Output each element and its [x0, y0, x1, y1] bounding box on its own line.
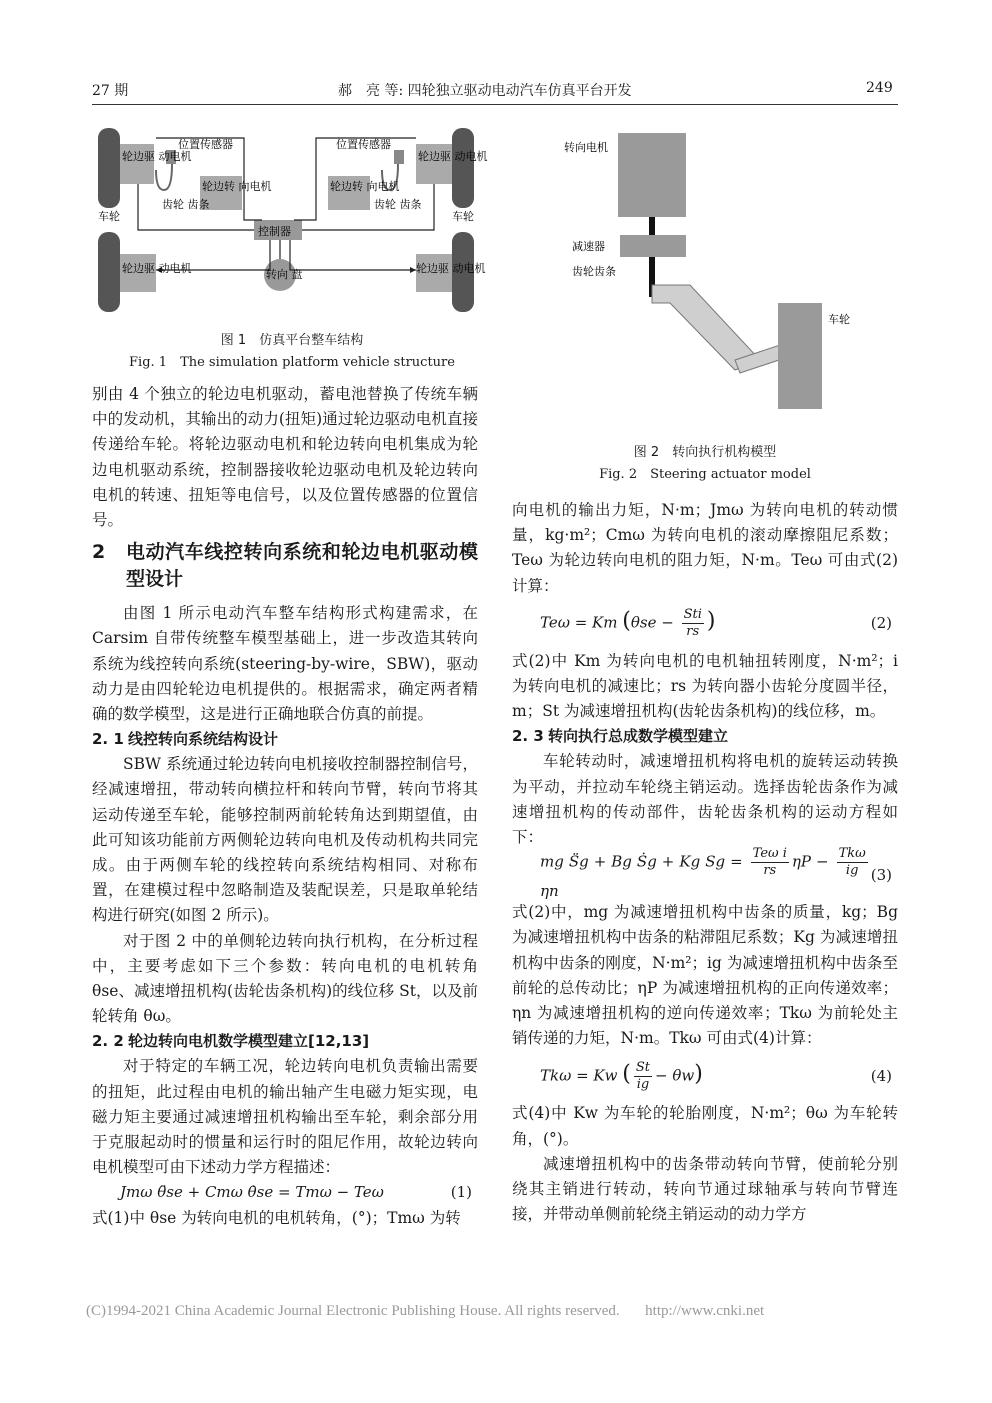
label-hub-drive-motor-tl: 轮边驱 动电机	[122, 150, 192, 163]
equation-3-tail: ηn	[540, 882, 559, 901]
label-steering-wheel: 转向 盘	[266, 268, 303, 281]
paragraph-right-cont: 向电机的输出力矩，N·m；Jmω 为转向电机的转动惯量，kg·m²；Cmω 为转向电机的滚动摩擦阻尼系数；Teω 为轮边转向电机的阻力矩，N·m。Teω 可由式(2)计算：	[512, 501, 898, 595]
equation-1-body: Jmω θ̈se + Cmω θ̇se = Tmω − Teω	[120, 1183, 384, 1202]
paragraph-last: 减速增扭机构中的齿条带动转向节臂，使前轮分别绕其主销进行转动，转向节通过球轴承与转向节臂连接，并带动单侧前轮绕主销运动的动力学方	[512, 1154, 898, 1224]
paragraph-section-2-2: 对于特定的车辆工况，轮边转向电机负责输出需要的扭矩，此过程由电机的输出轴产生电磁力矩实现，电磁力矩主要通过减速增扭机构输出至车轮，剩余部分用于克服起动时的惯量和运行时的阻尼作用，故轮边转向电机模型可由下述动力学方程描述：	[92, 1057, 478, 1177]
label-hub-steer-motor-l: 轮边转 向电机	[202, 180, 272, 193]
issue-number: 27 期	[92, 83, 129, 99]
equation-4-lhs: Tkω = Kw	[540, 1066, 618, 1085]
footer-url[interactable]: http://www.cnki.net	[645, 1303, 765, 1319]
label-wheel-r: 车轮	[452, 210, 474, 223]
equation-4-number: (4)	[870, 1066, 892, 1085]
paragraph-eq3: 式(2)中，mg 为减速增扭机构中齿条的质量，kg；Bg 为减速增扭机构中齿条的粘滞阻尼系数；Kg 为减速增扭机构中齿条的刚度，N·m²；ig 为减速增扭机构中齿条至前轮的总传动比；ηP 为减速增扭机构的正向传递效率；ηn 为减速增扭机构的逆向传递效率；Tkω 为前轮处主销传递的力矩，N·m。Tkω 可由式(4)计算：	[512, 903, 898, 1048]
wheel-block	[778, 303, 822, 409]
figure-1-diagram	[94, 120, 490, 320]
paragraph-section-2-1b: 对于图 2 中的单侧轮边转向执行机构，在分析过程中，主要考虑如下三个参数：转向电机的电机转角 θse、减速增扭机构(齿轮齿条机构)的线位移 St，以及前轮转角 θω。	[92, 931, 478, 1026]
equation-2: Teω = Km (θse − $\frac{\text{Sti}}{rs}$ ) (2)	[540, 607, 892, 640]
section-2-1-title: 线控转向系统结构设计	[128, 730, 279, 749]
equation-4-tail: − θw	[655, 1066, 695, 1085]
section-2-3-heading	[512, 724, 898, 749]
paragraph-section-2-1a: SBW 系统通过轮边转向电机接收控制器控制信号，经减速增扭，带动转向横拉杆和转向节臂，转向节将其运动传递至车轮，能够控制两前轮转角达到期望值，由此可知该功能前方两侧轮边转向电机及传动机构共同完成。由于两侧车轮的线控转向系统结构相同、对称布置，在建模过程中忽略制造及装配误差，只是取单轮结构进行研究(如图 2 所示)。	[92, 755, 478, 925]
section-2-3-number: 2. 3	[512, 727, 544, 746]
label-wheel: 车轮	[828, 313, 850, 326]
wheel-bottom-left	[98, 232, 120, 312]
equation-3-fraction-1: $\frac{\text{Teω i}}{rs}$	[752, 846, 787, 879]
figure-2-diagram	[560, 125, 880, 425]
label-rack-l: 齿轮 齿条	[162, 198, 210, 211]
equation-3-fraction-2: $\frac{\text{Tkω}}{ig}$	[838, 846, 866, 879]
section-2-3-title: 转向执行总成数学模型建立	[548, 727, 729, 746]
label-rack-gear: 齿轮齿条	[572, 265, 616, 278]
header-rule	[92, 104, 898, 105]
equation-2-lhs: Teω = Km	[540, 613, 618, 632]
figure-1-caption-cn: 图 1 仿真平台整车结构	[220, 333, 364, 348]
wheel-top-right	[452, 128, 474, 208]
wheel-top-left	[98, 128, 120, 208]
equation-1-number: (1)	[450, 1183, 472, 1202]
paragraph-eq4: 式(4)中 Kw 为车轮的轮胎刚度，N·m²；θω 为车轮转角，(°)。	[512, 1104, 898, 1148]
label-reducer: 减速器	[572, 240, 605, 253]
label-hub-steer-motor-r: 轮边转 向电机	[330, 180, 400, 193]
equation-3-number: (3)	[870, 865, 892, 884]
figure-2-caption-cn: 图 2 转向执行机构模型	[633, 445, 777, 460]
figure-1-caption	[92, 330, 492, 374]
paragraph-eq1-tail: 式(1)中 θse 为转向电机的电机转角，(°)；Tmω 为转	[92, 1208, 461, 1227]
equation-3	[512, 846, 898, 901]
page-number: 249	[866, 80, 893, 96]
section-2-2-title: 轮边转向电机数学模型建立[12,13]	[128, 1032, 370, 1051]
label-rack-r: 齿轮 齿条	[374, 198, 422, 211]
paragraph-intro: 别由 4 个独立的轮边电机驱动，蓄电池替换了传统车辆中的发动机，其输出的动力(扭矩)通过轮边驱动电机直接传递给车轮。将轮边驱动电机和轮边转向电机集成为轮边电机驱动系统，控制器接收轮边驱动电机及轮边转向电机的转速、扭矩等电信号，以及位置传感器的位置信号。	[92, 385, 478, 530]
equation-2-fraction: $\frac{\text{Sti}}{rs}$	[683, 607, 702, 640]
equation-2-theta: θse −	[630, 613, 674, 632]
equation-4-fraction: $\frac{St}{ig}$	[635, 1059, 650, 1092]
footer-copyright: (C)1994-2021 China Academic Journal Electronic Publishing House. All rights reserved.	[86, 1303, 620, 1319]
label-controller: 控制器	[258, 225, 291, 238]
label-hub-drive-motor-br: 轮边驱 动电机	[416, 262, 486, 275]
paragraph-eq2: 式(2)中 Km 为转向电机的电机轴扭转刚度，N·m²；i 为转向电机的减速比；rs 为转向器小齿轮分度圆半径，m；St 为减速增扭机构(齿轮齿条机构)的线位移，m。	[512, 651, 898, 721]
label-steer-motor: 转向电机	[564, 141, 608, 154]
figure-2-caption	[512, 442, 898, 486]
paragraph-section-2-3: 车轮转动时，减速增扭机构将电机的旋转运动转换为平动，并拉动车轮绕主销运动。选择齿轮齿条作为减速增扭机构的传动部件，齿轮齿条机构的运动方程如下：	[512, 752, 898, 847]
figure-2-caption-en: Fig. 2 Steering actuator model	[599, 467, 811, 482]
equation-3-mid: ηP −	[791, 852, 829, 871]
equation-4: Tkω = Kw ( $\frac{St}{ig}$ − θw) (4)	[540, 1059, 892, 1092]
right-column	[512, 498, 898, 1227]
position-sensor-right	[394, 150, 404, 164]
left-column	[92, 382, 478, 1231]
section-2-title: 电动汽车线控转向系统和轮边电机驱动模型设计	[126, 541, 478, 591]
figure-1-caption-en: Fig. 1 The simulation platform vehicle structure	[129, 355, 455, 370]
footer	[86, 1303, 764, 1320]
label-position-sensor-l: 位置传感器	[178, 138, 233, 151]
section-2-1-number: 2. 1	[92, 730, 124, 749]
section-2-2-number: 2. 2	[92, 1032, 124, 1051]
label-hub-drive-motor-bl: 轮边驱 动电机	[122, 262, 192, 275]
equation-2-number: (2)	[870, 614, 892, 633]
label-wheel-l: 车轮	[98, 210, 120, 223]
section-2-1-heading	[92, 727, 478, 752]
section-2-number: 2	[92, 541, 106, 564]
steer-motor-block	[618, 133, 686, 217]
paragraph-section-2: 由图 1 所示电动汽车整车结构形式构建需求，在 Carsim 自带传统整车模型基础上，进一步改造其转向系统为线控转向系统(steering-by-wire，SBW)，驱动动力是由四轮轮边电机提供的。根据需求，确定两者精确的数学模型，这是进行正确地联合仿真的前提。	[92, 604, 478, 724]
equation-3-lhs: mg S̈g + Bg Ṡg + Kg Sg =	[540, 852, 743, 871]
section-2-2-heading	[92, 1029, 478, 1054]
running-title: 郝 亮 等: 四轮独立驱动电动汽车仿真平台开发	[338, 83, 632, 99]
section-2-heading	[92, 539, 478, 593]
reducer-block	[620, 235, 686, 257]
equation-1	[92, 1180, 478, 1205]
label-position-sensor-r: 位置传感器	[336, 138, 391, 151]
label-hub-drive-motor-tr: 轮边驱 动电机	[418, 150, 488, 163]
